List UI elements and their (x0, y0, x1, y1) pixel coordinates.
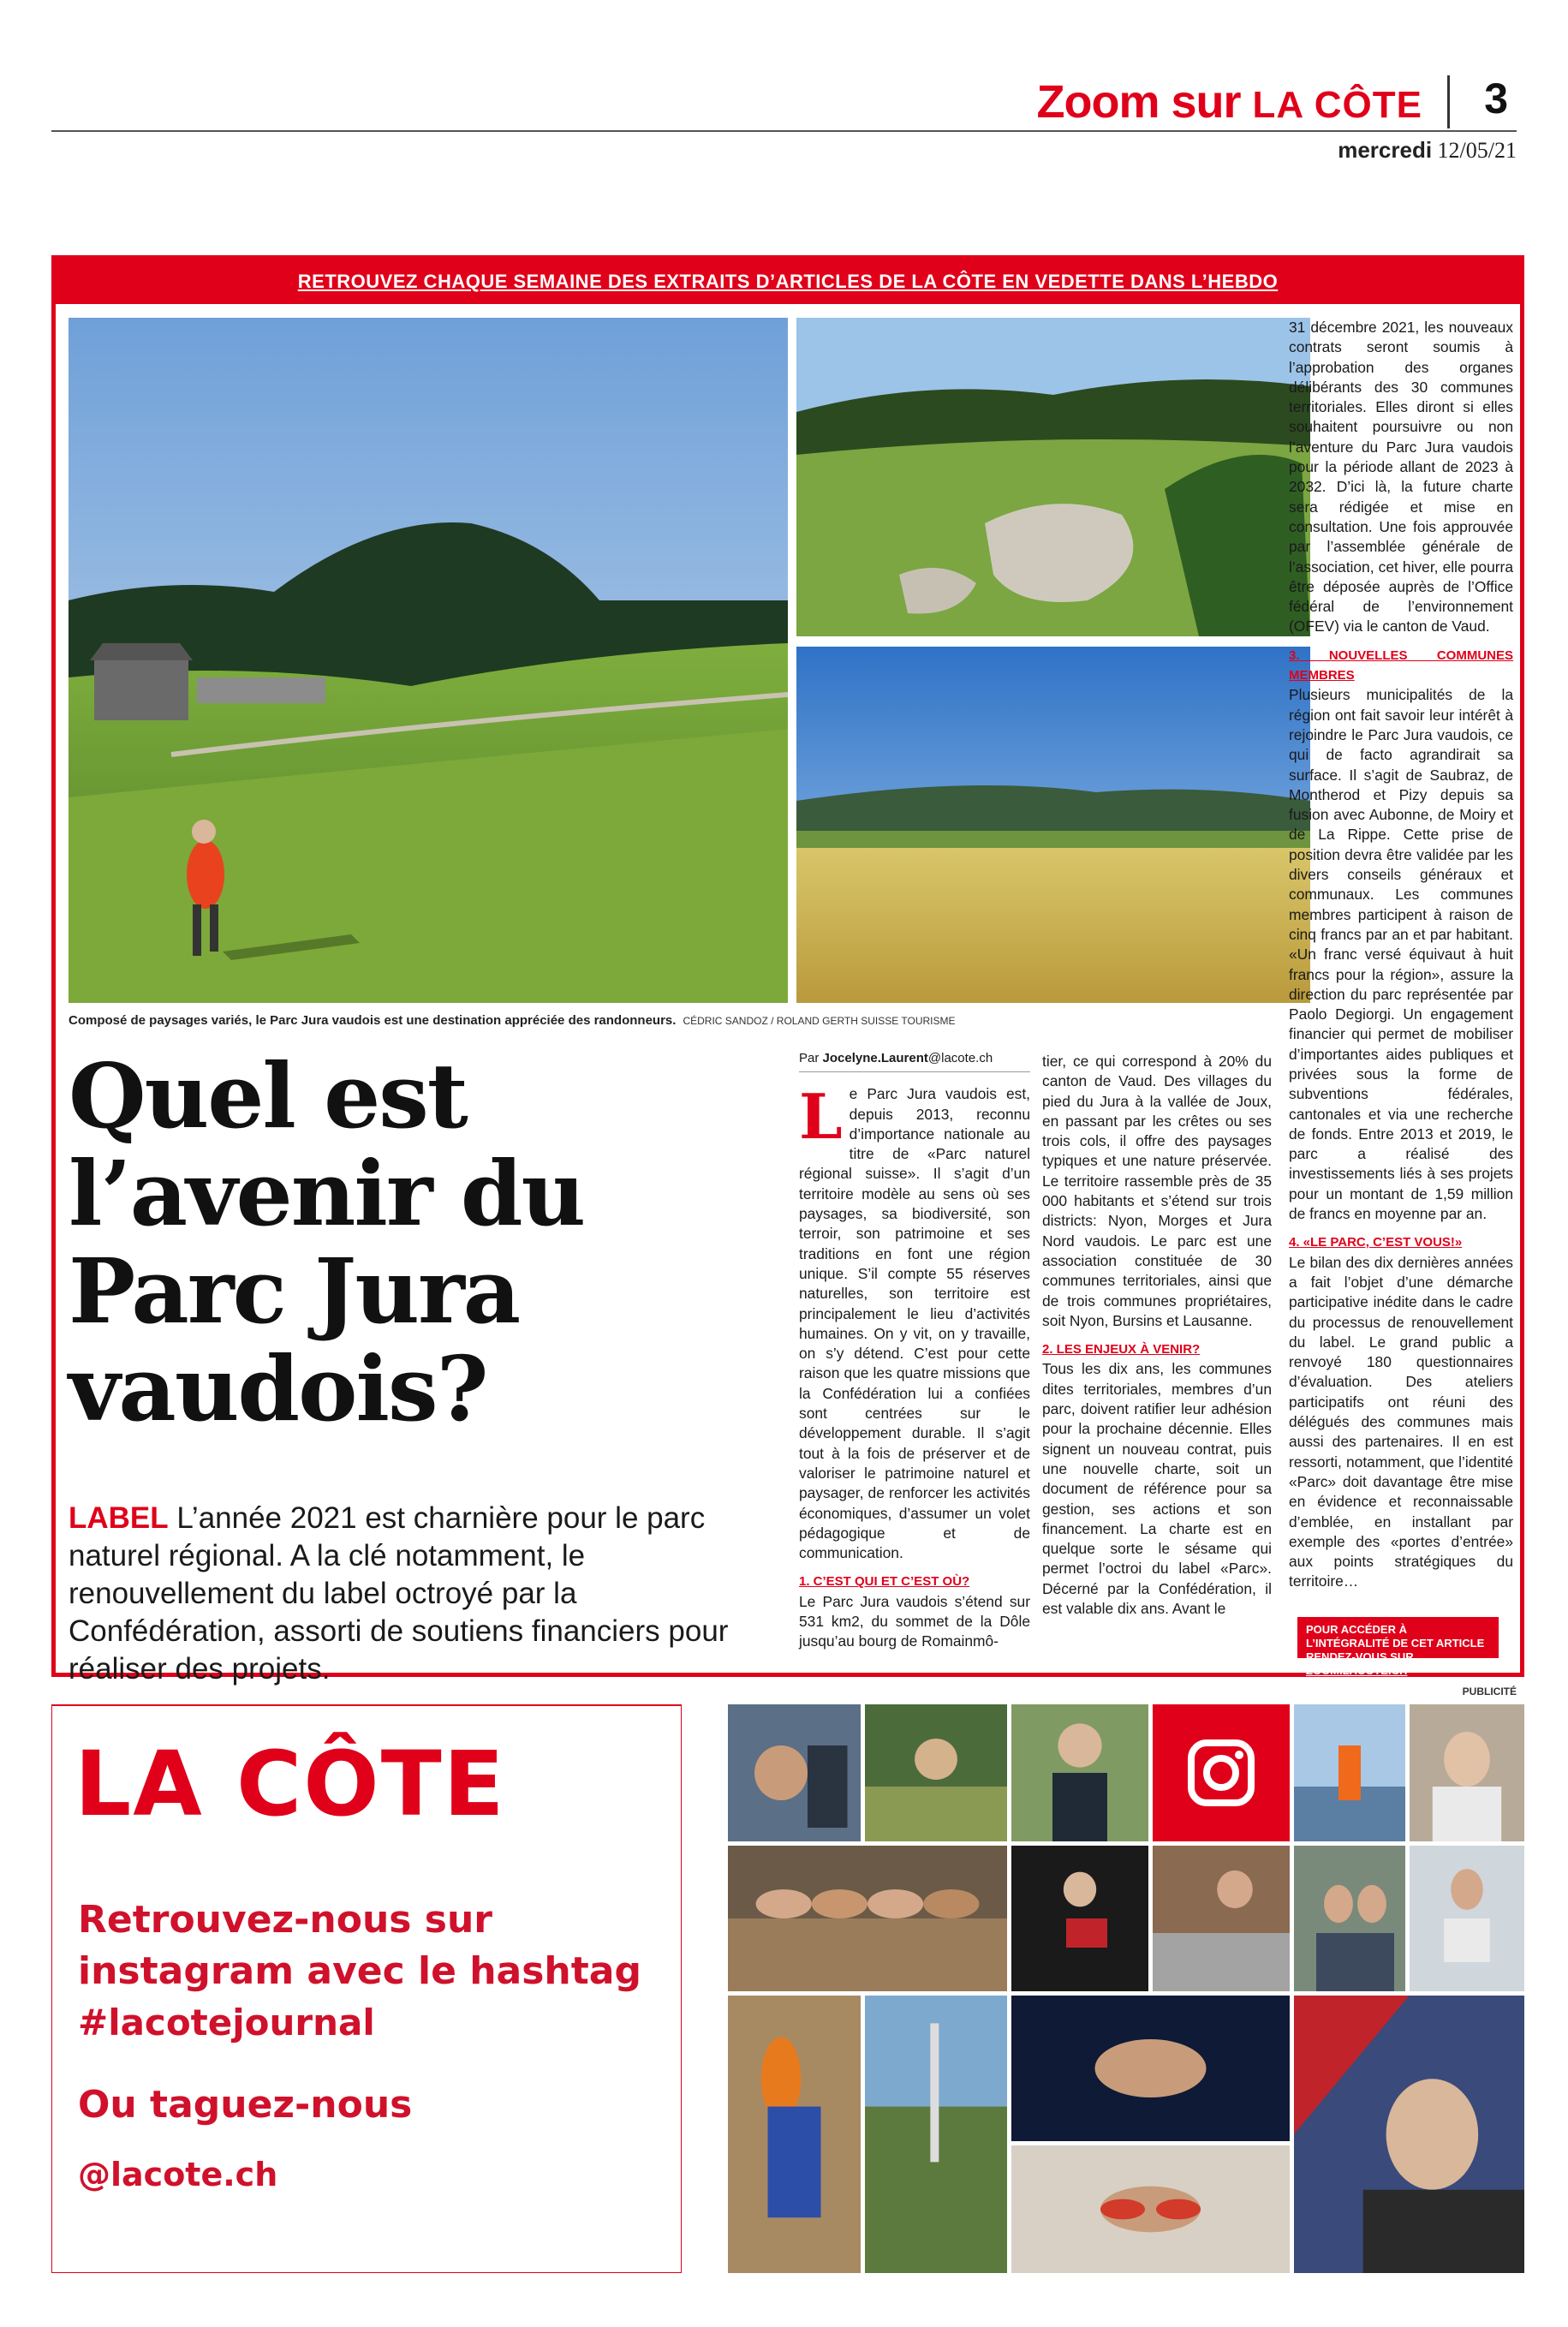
cta-prefix: RENDEZ-VOUS SUR (1306, 1650, 1414, 1663)
page-header (51, 70, 1517, 132)
article-kicker: LABEL (69, 1501, 169, 1535)
photo-tile (1294, 1846, 1405, 1991)
cta-link[interactable]: ZOOM.LACOTE.CH (1306, 1664, 1408, 1677)
drop-cap: L (799, 1080, 843, 1154)
photo-tile (865, 1704, 1007, 1841)
photo-tile (728, 1704, 861, 1841)
photo-tile (865, 1996, 1007, 2273)
article-column-2 (1042, 1052, 1272, 1619)
section-zoom-label: Zoom sur (1036, 76, 1241, 128)
article-column-1 (799, 1048, 1030, 1652)
section-title (1037, 75, 1423, 128)
cta-line-1: POUR ACCÉDER À L’INTÉGRALITÉ DE CET ARTICLE (1306, 1623, 1485, 1650)
hiker-landscape-photo (69, 318, 788, 1003)
ad-hashtag[interactable]: #lacotejournal (78, 2002, 375, 2044)
page-number: 3 (1484, 75, 1508, 122)
article-frame (51, 255, 1524, 1686)
photo-tile (1011, 1996, 1290, 2141)
header-divider (1447, 75, 1450, 128)
subhead-1: 1. C’EST QUI ET C’EST OÙ? (799, 1574, 970, 1590)
photo-tile (1410, 1846, 1524, 1991)
photo-tile (1011, 1846, 1148, 1991)
byline-domain: @lacote.ch (927, 1051, 993, 1065)
caption-text: Composé de paysages variés, le Parc Jura vaudois est une destination appréciée des randonneurs. (69, 1013, 677, 1028)
photo-tile (1011, 1704, 1148, 1841)
section-name: LA CÔTE (1252, 84, 1422, 126)
article-lead-text: L’année 2021 est charnière pour le parc naturel régional. A la clé notamment, le renouvellement du label octroyé par la Confédération, assorti de soutiens financiers pour réaliser des projets. (69, 1501, 729, 1686)
ad-handle[interactable]: @lacote.ch (78, 2156, 278, 2193)
photo-caption (69, 1013, 1053, 1028)
advertising-label: PUBLICITÉ (1462, 1686, 1517, 1698)
wheat-field-photo (796, 647, 1310, 1003)
column-3-paragraph-2: Plusieurs municipalités de la région ont fait savoir leur intérêt à rejoindre le Parc Jura vaudois, ce qui de facto agrandirait sa surface. Il s’agit de Saubraz, de Montherod et Pizy depuis sa fusion avec Aubonne, de Moiry et de La Rippe. Cette prise de position devra être validée par les divers conseils généraux et communaux. Les communes membres participent à raison de cinq francs par an et par habitant. «Un franc versé équivaut à huit francs pour la région», assure la direction du parc représentée par Paolo Degiorgi. Un engagement financier qui permet de mobiliser d’importantes aides publiques et privées sous la forme de subventions fédérales, cantonales et via une recherche de fonds. Entre 2013 et 2019, le parc a réalisé des investissements liés à ses projets pour un montant de 1,59 million de francs en moyenne par an. (1289, 686, 1513, 1223)
read-more-box[interactable] (1297, 1617, 1499, 1677)
issue-date (1338, 137, 1517, 164)
instagram-icon[interactable] (1153, 1704, 1290, 1841)
photo-tile (1011, 2145, 1290, 2273)
subhead-4: 4. «LE PARC, C’EST VOUS!» (1289, 1235, 1463, 1250)
column-1-paragraph (799, 1080, 1030, 1563)
photo-tile (1294, 1996, 1524, 2273)
article-lead (69, 1500, 771, 1688)
photo-tile (1410, 1704, 1524, 1841)
rocky-meadow-photo (796, 318, 1310, 636)
column-1-paragraph-2: Le Parc Jura vaudois s’étend sur 531 km2, du sommet de la Dôle jusqu’au bourg de Romainmô- (799, 1592, 1030, 1650)
ad-headline: Retrouvez-nous sur instagram avec le hashtag (78, 1898, 641, 1993)
issue-day: mercredi (1338, 137, 1433, 163)
lacote-logo: LA CÔTE (75, 1732, 506, 1836)
column-2-paragraph: tier, ce qui correspond à 20% du canton de Vaud. Des villages du pied du Jura à la vallée de Joux, en passant par les crêtes ou ses trois cols, il offre des paysages typiques et une nature préservée. Le territoire rassemble près de 35 000 habitants et s’étend sur trois districts: Nyon, Morges et Jura Nord vaudois. Le parc est une association constituée de 30 communes territoriales, ainsi que de trois communes propriétaires, soit Nyon, Bursins et Lausanne. (1042, 1053, 1272, 1329)
column-3-paragraph: 31 décembre 2021, les nouveaux contrats seront soumis à l’approbation des organes délibérants des 30 communes territoriales. Elles diront si elles souhaitent poursuivre ou non l’aventure du Parc Jura vaudois pour la période allant de 2023 à 2032. D’ici là, la future charte sera rédigée et mise en consultation. Une fois approuvée par l’assemblée générale de l’association, cet hiver, elle pourra être déposée auprès de l’Office fédéral de l’environnement (OFEV) via le canton de Vaud. (1289, 319, 1513, 635)
subhead-2: 2. LES ENJEUX À VENIR? (1042, 1342, 1201, 1357)
photo-tile (728, 1996, 861, 2273)
photo-tile (728, 1846, 1007, 1991)
byline-prefix: Par (799, 1051, 820, 1065)
column-2-paragraph-2: Tous les dix ans, les communes dites territoriales, membres d’un parc, doivent ratifier leur adhésion pour la prochaine décennie. Elles signent un nouveau contrat, puis une nouvelle charte, soit un document de référence pour sa gestion, ses actions et son financement. La charte est en quelque sorte le sésame qui permet l’octroi du label «Parc». Décerné par la Confédération, il est valable dix ans. Avant le (1042, 1360, 1272, 1618)
photo-grid (728, 1704, 1524, 2273)
photo-credit: CÉDRIC SANDOZ / ROLAND GERTH SUISSE TOURISME (683, 1015, 956, 1027)
byline-name: Jocelyne.Laurent (822, 1051, 928, 1065)
ad-text-panel (51, 1704, 682, 2273)
article-byline (799, 1048, 1030, 1072)
article-column-3 (1289, 318, 1513, 1592)
article-headline: Quel est l’avenir du Parc Jura vaudois? (69, 1043, 585, 1441)
issue-date-value: 12/05/21 (1437, 138, 1517, 163)
photo-tile (1294, 1704, 1405, 1841)
instagram-ad (51, 1704, 1524, 2273)
subhead-3: 3. NOUVELLES COMMUNES MEMBRES (1289, 647, 1513, 683)
column-3-paragraph-3: Le bilan des dix dernières années a fait l’objet d’une démarche participative inédite dans le cadre du processus de renouvellement du label. Le grand public a renvoyé 180 questionnaires d’évaluation. Des ateliers participatifs ont réuni des délégués des communes mais aussi des partenaires. Il en est ressorti, notamment, que l’identité «Parc» doit davantage être mise en évidence et reconnaissable d’emblée, en installant par exemple des «portes d’entrée» aux points stratégiques du territoire… (1289, 1253, 1513, 1590)
cta-line-2 (1306, 1650, 1490, 1678)
article-banner[interactable]: RETROUVEZ CHAQUE SEMAINE DES EXTRAITS D’ARTICLES DE LA CÔTE EN VEDETTE DANS L’HEBDO (56, 260, 1520, 304)
ad-tag-prompt: Ou taguez-nous (78, 2083, 413, 2127)
col1-p1-text: e Parc Jura vaudois est, depuis 2013, reconnu d’importance nationale au titre de «Parc naturel régional suisse». Il s’agit d’un territoire modèle au sens où ses paysages, sa biodiversité, son terroir, son patrimoine et ses traditions en font une région unique. S’il compte 55 réserves naturelles, son territoire est principalement le lieu d’activités humaines. On y vit, on y travaille, on s’y détend. C’est pour cette raison que les quatre missions que la Confédération lui a confiées sont centrées sur le développement durable. Il s’agit tout à la fois de préserver et de valoriser le patrimoine naturel et paysager, de renforcer les activités économiques, d’assumer un volet pédagogique et de communication. (799, 1085, 1030, 1562)
photo-tile (1153, 1846, 1290, 1991)
